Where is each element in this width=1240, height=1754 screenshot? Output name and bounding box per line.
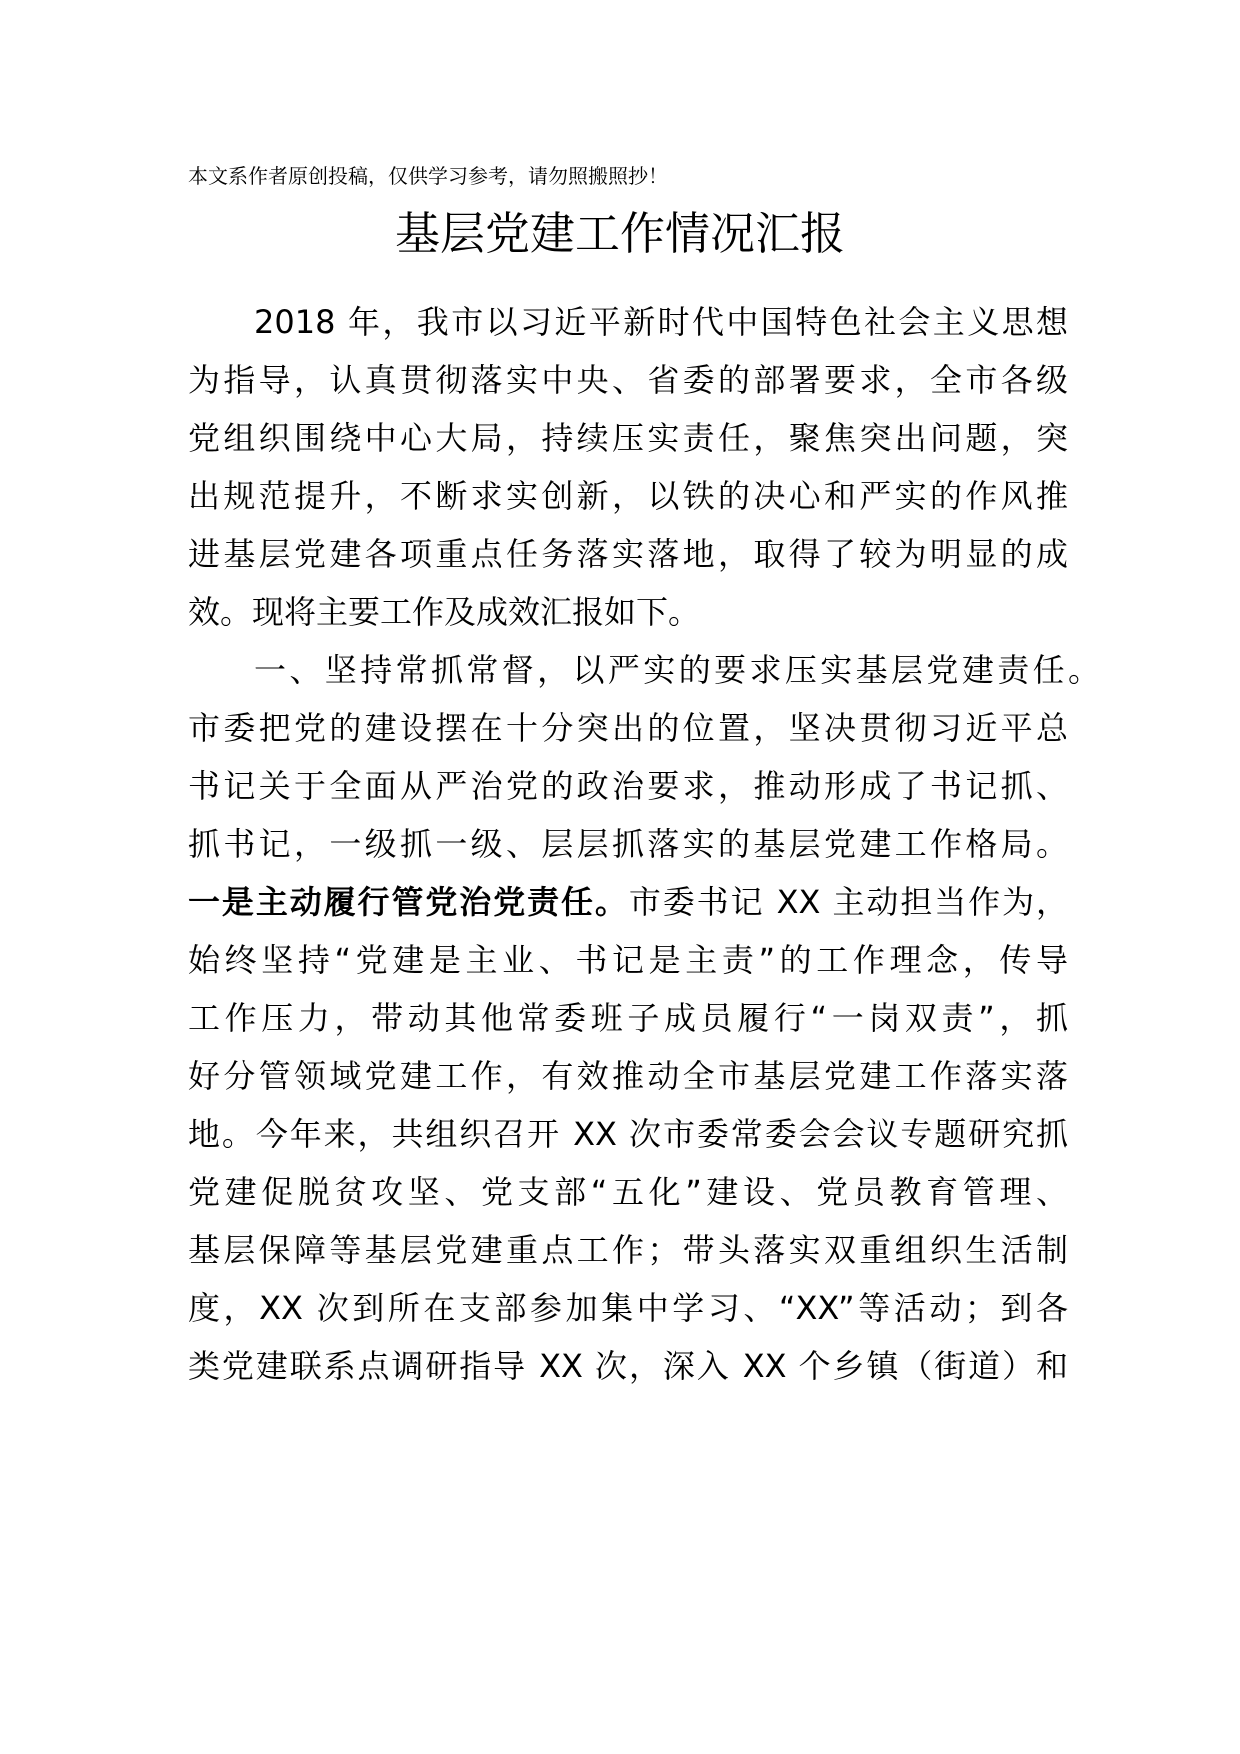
intro-line: 出规范提升，不断求实创新，以铁的决心和严实的作风推 xyxy=(188,477,1068,515)
point-tail: 市委书记 XX 主动担当作为， xyxy=(628,883,1068,921)
document-title: 基层党建工作情况汇报 xyxy=(394,207,845,260)
section-line: 书记关于全面从严治党的政治要求，推动形成了书记抓、 xyxy=(188,767,1068,805)
point-line: 类党建联系点调研指导 XX 次，深入 XX 个乡镇（街道）和 xyxy=(188,1347,1068,1385)
intro-line: 效。现将主要工作及成效汇报如下。 xyxy=(188,593,701,631)
point-heading: 一是主动履行管党治党责任。 xyxy=(188,883,629,921)
copyright-notice: 本文系作者原创投稿，仅供学习参考，请勿照搬照抄！ xyxy=(188,164,668,188)
point-line: 工作压力，带动其他常委班子成员履行“一岗双责”，抓 xyxy=(188,999,1068,1037)
point-line xyxy=(188,872,1068,932)
section-line: 市委把党的建设摆在十分突出的位置，坚决贯彻习近平总 xyxy=(188,709,1068,747)
intro-line: 进基层党建各项重点任务落实落地，取得了较为明显的成 xyxy=(188,535,1068,573)
section-line: 抓书记，一级抓一级、层层抓落实的基层党建工作格局。 xyxy=(188,825,1068,863)
point-line: 好分管领域党建工作，有效推动全市基层党建工作落实落 xyxy=(188,1057,1068,1095)
section-heading: 一、坚持常抓常督，以严实的要求压实基层党建责任。 xyxy=(254,651,1100,689)
point-line: 始终坚持“党建是主业、书记是主责”的工作理念，传导 xyxy=(188,941,1068,979)
intro-line: 党组织围绕中心大局，持续压实责任，聚焦突出问题，突 xyxy=(188,419,1068,457)
intro-line: 为指导，认真贯彻落实中央、省委的部署要求，全市各级 xyxy=(188,361,1068,399)
intro-line: 2018 年，我市以习近平新时代中国特色社会主义思想 xyxy=(254,303,1068,341)
point-line: 党建促脱贫攻坚、党支部“五化”建设、党员教育管理、 xyxy=(188,1173,1068,1211)
point-line: 基层保障等基层党建重点工作；带头落实双重组织生活制 xyxy=(188,1231,1068,1269)
point-line: 度，XX 次到所在支部参加集中学习、“XX”等活动；到各 xyxy=(188,1289,1068,1327)
point-line: 地。今年来，共组织召开 XX 次市委常委会会议专题研究抓 xyxy=(188,1115,1068,1153)
